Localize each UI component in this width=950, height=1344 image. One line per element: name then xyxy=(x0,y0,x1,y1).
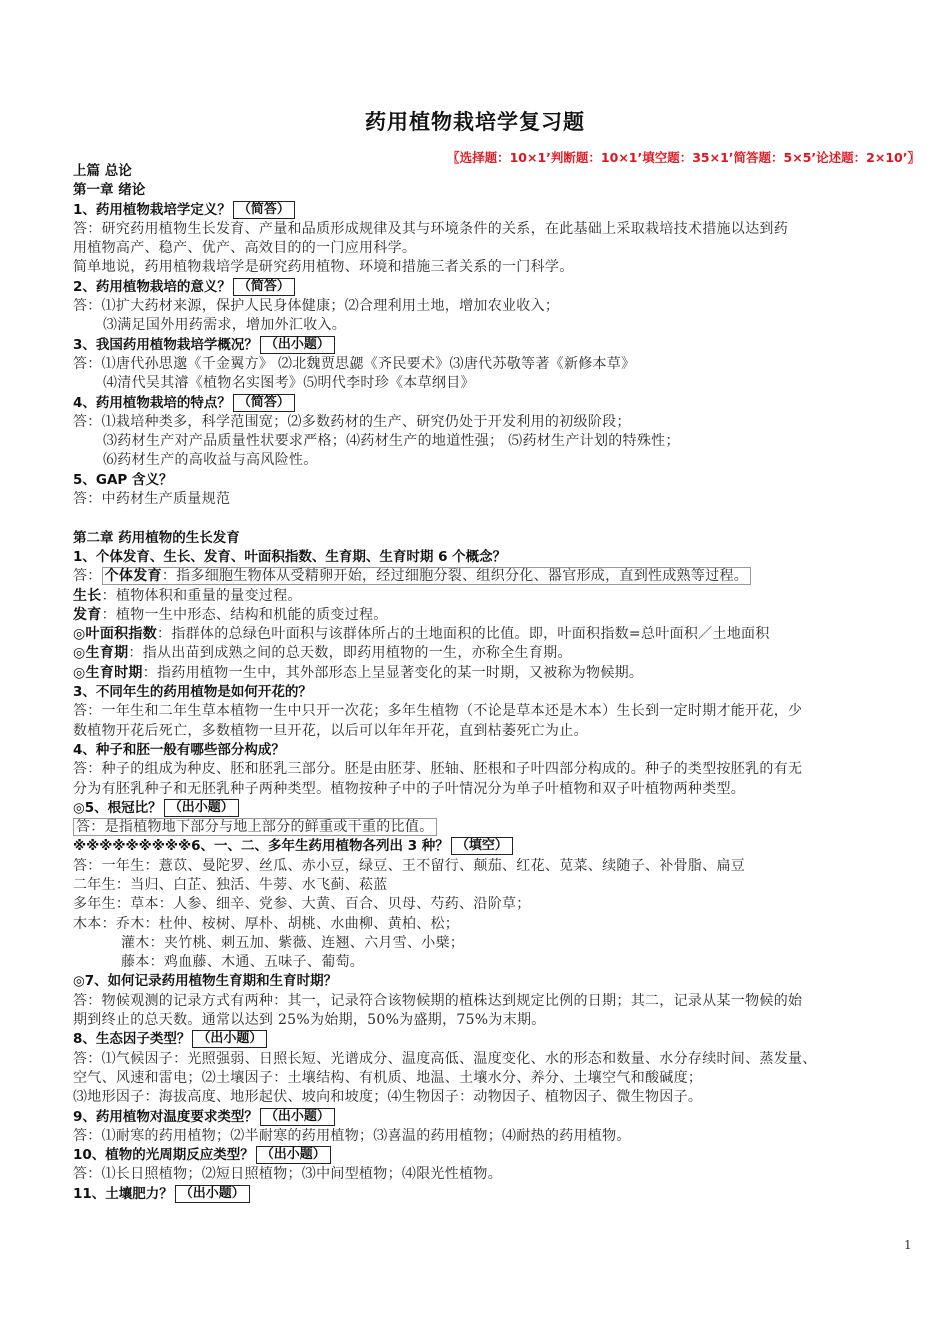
answer-line: 分为有胚乳种子和无胚乳种子两种类型。植物按种子中的子叶情况分为单子叶植物和双子叶植物两种类型。 xyxy=(73,780,746,797)
answer-line: 二年生：当归、白芷、独活、牛蒡、水飞蓟、菘蓝 xyxy=(73,876,388,893)
answer-line: 答：一年生：薏苡、曼陀罗、丝瓜、赤小豆，绿豆、王不留行、颠茄、红花、苋菜、续随子、补骨脂、扁豆 xyxy=(73,857,746,874)
answer-line: 简单地说，药用植物栽培学是研究药用植物、环境和措施三者关系的一门科学。 xyxy=(73,259,574,276)
question-tag: （简答） xyxy=(233,278,295,296)
answer-line: 答：⑴气候因子：光照强弱、日照长短、光谱成分、温度高低、温度变化、水的形态和数量、水分存续时间、蒸发量、 xyxy=(73,1050,817,1067)
question-tag: （填空） xyxy=(451,837,513,855)
answer-line: 答：中药材生产质量规范 xyxy=(73,491,231,508)
question-heading: 3、不同年生的药用植物是如何开花的？ xyxy=(73,684,312,701)
question-heading: 5、GAP 含义？ xyxy=(73,471,173,488)
question-tag: （出小题） xyxy=(256,1146,331,1164)
answer-line: 答：一年生和二年生草本植物一生中只开一次花；多年生植物（不论是草本还是木本）生长到一定时期才能开花，少 xyxy=(73,703,803,720)
question-heading: 4、种子和胚一般有哪些部分构成？ xyxy=(73,741,285,758)
question-tag: （出小题） xyxy=(260,336,335,354)
answer-line: 答：是指植物地下部分与地上部分的鲜重或干重的比值。 xyxy=(73,818,935,837)
page-number: 1 xyxy=(904,1238,912,1252)
boxed-definition: 个体发育：指多细胞生物体从受精卵开始，经过细胞分裂、组织分化、器官形成，直到性成熟等过程。 xyxy=(102,567,752,585)
answer-line: ⑶地形因子：海拔高度、地形起伏、坡向和坡度；⑷生物因子：动物因子、植物因子、微生物因子。 xyxy=(73,1089,703,1106)
answer-line: 答：⑴唐代孙思邈《千金翼方》 ⑵北魏贾思勰《齐民要术》⑶唐代苏敬等著《新修本草》 xyxy=(73,355,636,372)
answer-line: ⑶药材生产对产品质量性状要求严格；⑷药材生产的地道性强； ⑸药材生产计划的特殊性； xyxy=(103,433,680,450)
answer-line: 空气、风速和雷电；⑵土壤因子：土壤结构、有机质、地温、土壤水分、养分、土壤空气和酸碱度； xyxy=(73,1069,703,1086)
answer-line: 期到终止的总天数。通常以达到 25%为始期，50%为盛期，75%为末期。 xyxy=(73,1012,546,1029)
question-heading: 11、土壤肥力？ （出小题） xyxy=(73,1185,935,1204)
question-heading: ※※※※※※※※※6、一、二、多年生药用植物各列出 3 种？ （填空） xyxy=(73,837,935,856)
answer-line: ⑹药材生产的高收益与高风险性。 xyxy=(103,452,318,469)
answer-line: 数植物开花后死亡，多数植物一旦开花，以后可以年年开花，直到枯萎死亡为止。 xyxy=(73,722,588,739)
chapter-heading: 第二章 药用植物的生长发育 xyxy=(73,529,240,546)
page-title: 药用植物栽培学复习题 xyxy=(365,110,585,134)
question-tag: （简答） xyxy=(233,201,295,219)
answer-line: ◎叶面积指数：指群体的总绿色叶面积与该群体所占的土地面积的比值。即，叶面积指数=总叶面积／土地面积 xyxy=(73,626,770,643)
answer-line: 灌木：夹竹桃、刺五加、紫薇、连翘、六月雪、小檗； xyxy=(121,934,465,951)
question-tag: （出小题） xyxy=(260,1108,335,1126)
answer-line: 生长：植物体积和重量的量变过程。 xyxy=(73,587,302,604)
question-tag: （简答） xyxy=(233,394,295,412)
question-heading: 9、药用植物对温度要求类型？ （出小题） xyxy=(73,1108,935,1127)
answer-line: 答：⑴长日照植物；⑵短日照植物；⑶中间型植物；⑷限光性植物。 xyxy=(73,1166,502,1183)
document-body xyxy=(73,162,935,1204)
question-tag: （出小题） xyxy=(192,1030,267,1048)
question-heading: 4、药用植物栽培的特点？ （简答） xyxy=(73,394,935,413)
answer-line: ◎生育时期：指药用植物一生中，其外部形态上呈显著变化的某一时期，又被称为物候期。 xyxy=(73,664,644,681)
answer-line: 木本：乔木：杜仲、桉树、厚朴、胡桃、水曲柳、黄柏、松； xyxy=(73,915,460,932)
score-distribution: 〖选择题：10×1’判断题：10×1’填空题：35×1’简答题：5×5’论述题：2×10’〗 xyxy=(447,150,920,165)
answer-line: ⑷清代吴其濬《植物名实图考》⑸明代李时珍《本草纲目》 xyxy=(103,375,475,392)
answer-line: 答： 个体发育：指多细胞生物体从受精卵开始，经过细胞分裂、组织分化、器官形成，直到性成熟等过程。 xyxy=(73,567,935,586)
question-heading: 1、药用植物栽培学定义？ （简答） xyxy=(73,201,935,220)
question-heading: 10、植物的光周期反应类型？ （出小题） xyxy=(73,1146,935,1165)
question-tag: （出小题） xyxy=(175,1185,250,1203)
question-heading: ◎5、根冠比？ （出小题） xyxy=(73,799,935,818)
answer-line: 用植物高产、稳产、优产、高效目的的一门应用科学。 xyxy=(73,240,417,257)
question-heading: ◎7、如何记录药用植物生育期和生育时期？ xyxy=(73,973,338,990)
question-heading: 1、个体发育、生长、发育、叶面积指数、生育期、生育时期 6 个概念？ xyxy=(73,548,507,565)
part-heading: 上篇 总论 xyxy=(73,163,132,179)
answer-line: ⑶满足国外用药需求，增加外汇收入。 xyxy=(103,317,347,334)
question-tag: （出小题） xyxy=(164,799,239,817)
answer-line: 答：物候观测的记录方式有两种：其一，记录符合该物候期的植株达到规定比例的日期；其二，记录从某一物候的始 xyxy=(73,992,803,1009)
answer-line: 答：研究药用植物生长发育、产量和品质形成规律及其与环境条件的关系，在此基础上采取栽培技术措施以达到药 xyxy=(73,220,788,237)
answer-line: 答：种子的组成为种皮、胚和胚乳三部分。胚是由胚芽、胚轴、胚根和子叶四部分构成的。种子的类型按胚乳的有无 xyxy=(73,761,803,778)
answer-line: ◎生育期：指从出苗到成熟之间的总天数，即药用植物的一生，亦称全生育期。 xyxy=(73,645,572,662)
answer-line: 答：⑴耐寒的药用植物；⑵半耐寒的药用植物；⑶喜温的药用植物；⑷耐热的药用植物。 xyxy=(73,1127,631,1144)
answer-line: 藤本：鸡血藤、木通、五味子、葡萄。 xyxy=(121,954,365,971)
answer-line: 多年生：草本：人参、细辛、党参、大黄、百合、贝母、芍药、沿阶草； xyxy=(73,896,531,913)
question-heading: 2、药用植物栽培的意义？ （简答） xyxy=(73,278,935,297)
question-heading: 8、生态因子类型？ （出小题） xyxy=(73,1030,935,1049)
question-heading: 3、我国药用植物栽培学概况？ （出小题） xyxy=(73,336,935,355)
chapter-heading: 第一章 绪论 xyxy=(73,182,146,199)
answer-line: 发育：植物一生中形态、结构和机能的质变过程。 xyxy=(73,606,388,623)
answer-line: 答：⑴栽培种类多，科学范围宽；⑵多数药材的生产、研究仍处于开发利用的初级阶段； xyxy=(73,413,631,430)
answer-line: 答：⑴扩大药材来源，保护人民身体健康；⑵合理利用土地，增加农业收入； xyxy=(73,298,560,315)
